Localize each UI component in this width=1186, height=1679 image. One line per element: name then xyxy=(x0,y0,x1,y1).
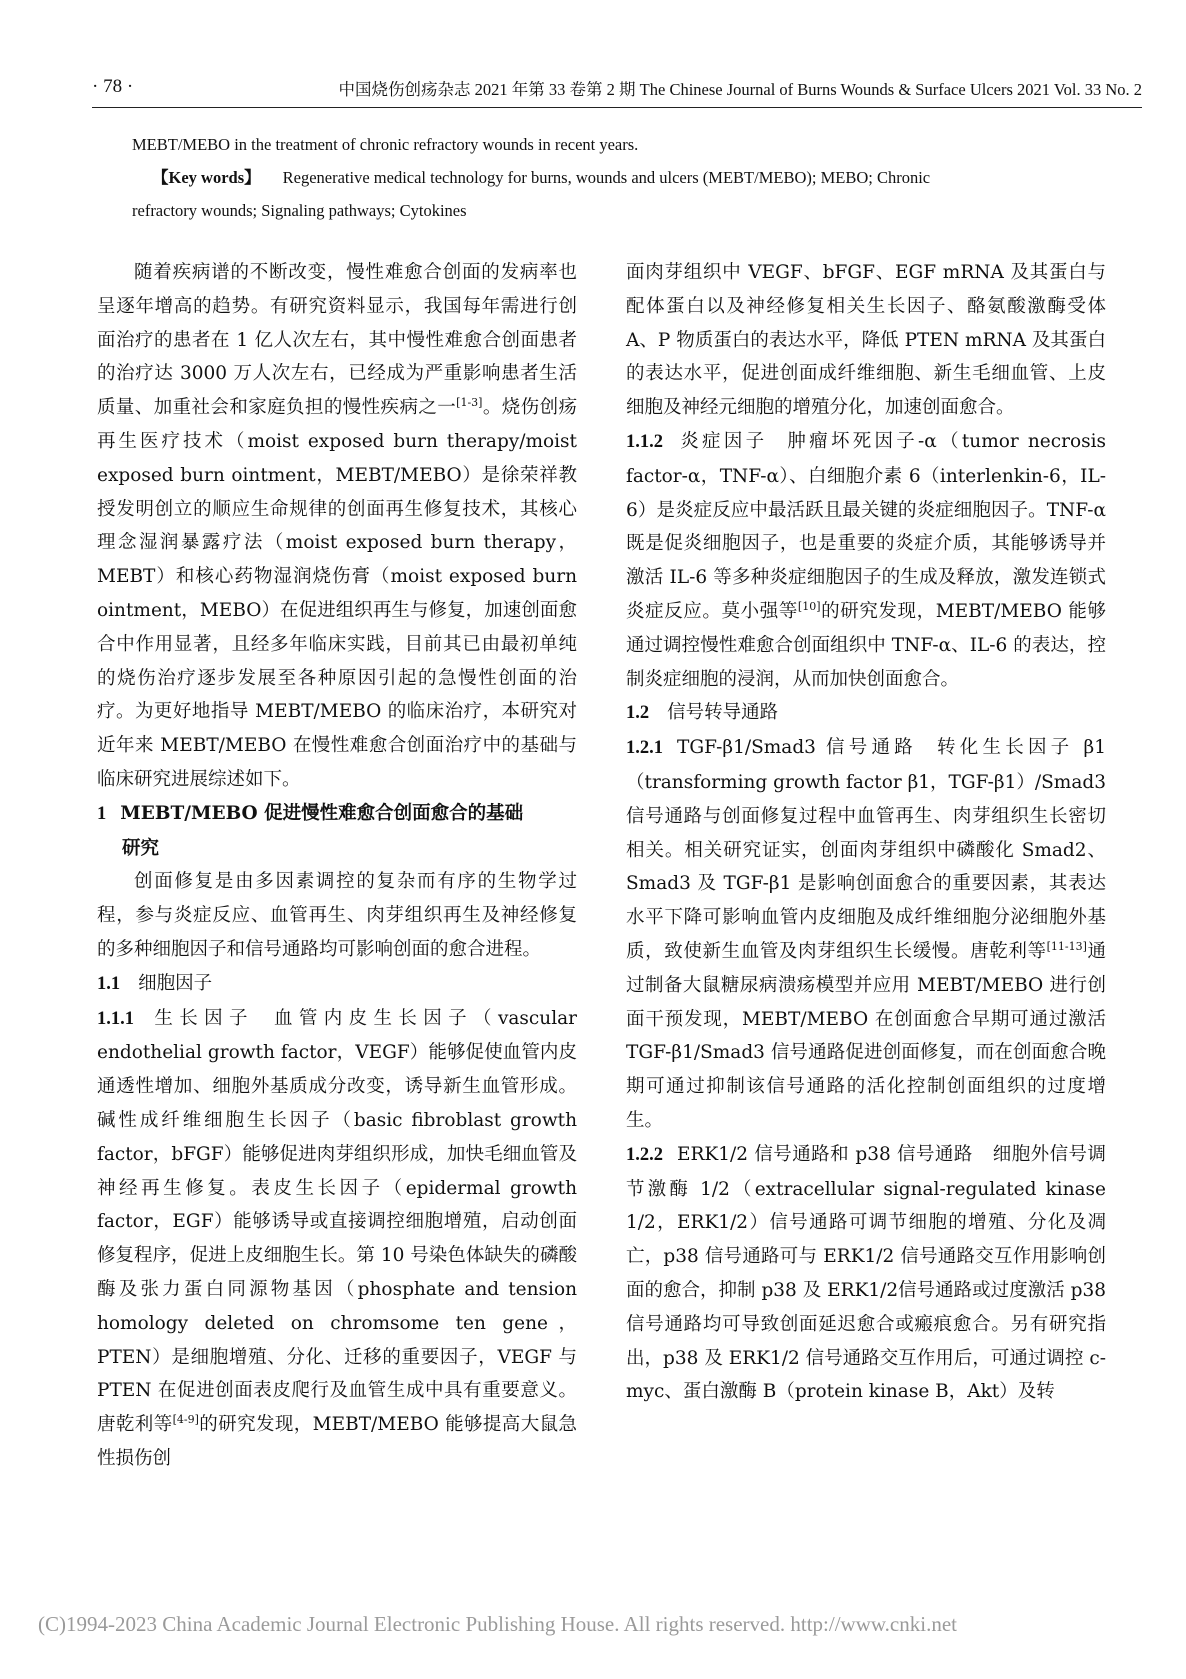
abstract-tail xyxy=(132,128,1142,227)
keywords-text: Regenerative medical technology for burns, wounds and ulcers (MEBT/MEBO); MEBO; Chronic xyxy=(282,168,931,187)
left-column xyxy=(97,256,577,1476)
intro-paragraph: 随着疾病谱的不断改变，慢性难愈合创面的发病率也呈逐年增高的趋势。有研究资料显示，我国每年需进行创面治疗的患者在 1 亿人次左右，其中慢性难愈合创面患者的治疗达 3000 万人次左右，已经成为严重影响患者生活质量、加重社会和家庭负担的慢性疾病之一[1-3]。烧伤创疡再生医疗技术（moist exposed burn therapy/moist exposed burn ointment，MEBT/MEBO）是徐荣祥教授发明创立的顺应生命规律的创面再生修复技术，其核心理念湿润暴露疗法（moist exposed burn therapy，MEBT）和核心药物湿润烧伤膏（moist exposed burn ointment，MEBO）在促进组织再生与修复，加速创面愈合中作用显著，且经多年临床实践，目前其已由最初单纯的烧伤治疗逐步发展至各种原因引起的急慢性创面的治疗。为更好地指导 MEBT/MEBO 的临床治疗，本研究对近年来 MEBT/MEBO 在慢性难愈合创面治疗中的基础与临床研究进展综述如下。 xyxy=(97,262,577,790)
keywords-cont: refractory wounds; Signaling pathways; Cytokines xyxy=(132,201,467,220)
section-1-1-1-paragraph: 1.1.1 生长因子 血管内皮生长因子（vascular endothelial growth factor，VEGF）能够促使血管内皮通透性增加、细胞外基质成分改变，诱导新生血管形成。碱性成纤维细胞生长因子（basic fibroblast growth factor，bFGF）能够促进肉芽组织形成，加快毛细血管及神经再生修复。表皮生长因子（epidermal growth factor，EGF）能够诱导或直接调控细胞增殖，启动创面修复程序，促进上皮细胞生长。第 10 号染色体缺失的磷酸酶及张力蛋白同源物基因（phosphate and tension homology deleted on chromsome ten gene，PTEN）是细胞增殖、分化、迁移的重要因子，VEGF 与 PTEN 在促进创面表皮爬行及血管生成中具有重要意义。唐乾利等[4-9]的研究发现，MEBT/MEBO 能够提高大鼠急性损伤创 xyxy=(97,1007,577,1469)
citation: [4-9] xyxy=(172,1412,199,1426)
section-1-2-heading: 1.2 信号转导通路 xyxy=(626,702,779,724)
copyright-footer: (C)1994-2023 China Academic Journal Electronic Publishing House. All rights reserved. http://www.cnki.net xyxy=(38,1612,957,1636)
page-number: · 78 · xyxy=(92,76,134,97)
journal-running-head: 中国烧伤创疡杂志 2021 年第 33 卷第 2 期 The Chinese Journal of Burns Wounds & Surface Ulcers 2021 Vol. 33 No. 2 xyxy=(338,80,1142,99)
section-1-heading: 1 MEBT/MEBO 促进慢性难愈合创面愈合的基础 研究 xyxy=(97,802,524,859)
section-1-paragraph: 创面修复是由多因素调控的复杂而有序的生物学过程，参与炎症反应、血管再生、肉芽组织再生及神经修复的多种细胞因子和信号通路均可影响创面的愈合进程。 xyxy=(97,871,577,960)
citation: [11-13] xyxy=(1046,939,1087,953)
section-1-1-heading: 1.1 细胞因子 xyxy=(97,972,213,994)
section-1-2-1-paragraph: 1.2.1 TGF-β1/Smad3 信号通路 转化生长因子 β1（transforming growth factor β1，TGF-β1）/Smad3 信号通路与创面修复过程中血管再生、肉芽组织生长密切相关。相关研究证实，创面肉芽组织中磷酸化 Smad2、Smad3 及 TGF-β1 是影响创面愈合的重要因素，其表达水平下降可影响血管内皮细胞及成纤维细胞分泌细胞外基质，致使新生血管及肉芽组织生长缓慢。唐乾利等[11-13]通过制备大鼠糖尿病溃疡模型并应用 MEBT/MEBO 进行创面干预发现，MEBT/MEBO 在创面愈合早期可通过激活 TGF-β1/Smad3 信号通路促进创面修复，而在创面愈合晚期可通过抑制该信号通路的活化控制创面组织的过度增生。 xyxy=(626,737,1106,1131)
right-column xyxy=(626,256,1106,1409)
header-rule xyxy=(92,107,1142,108)
abstract-last-line: MEBT/MEBO in the treatment of chronic refractory wounds in recent years. xyxy=(132,135,639,154)
citation: [10] xyxy=(797,599,821,613)
running-header xyxy=(92,76,1142,104)
section-1-2-2-paragraph: 1.2.2 ERK1/2 信号通路和 p38 信号通路 细胞外信号调节激酶 1/2（extracellular signal-regulated kinase 1/2，ERK1/2）信号通路可调节细胞的增殖、分化及凋亡，p38 信号通路可与 ERK1/2 信号通路交互作用影响创面的愈合，抑制 p38 及 ERK1/2信号通路或过度激活 p38 信号通路均可导致创面延迟愈合或瘢痕愈合。另有研究指出，p38 及 ERK1/2 信号通路交互作用后，可通过调控 c-myc、蛋白激酶 B（protein kinase B，Akt）及转 xyxy=(626,1143,1106,1403)
citation: [1-3] xyxy=(456,396,483,410)
keywords xyxy=(132,161,1142,194)
keywords-label: 【Key words】 xyxy=(152,168,261,187)
section-1-1-2-paragraph: 1.1.2 炎症因子 肿瘤坏死因子-α（tumor necrosis factor-α，TNF-α）、白细胞介素 6（interlenkin-6，IL-6）是炎症反应中最活跃且最关键的炎症细胞因子。TNF-α 既是促炎细胞因子，也是重要的炎症介质，其能够诱导并激活 IL-6 等多种炎症细胞因子的生成及释放，激发连锁式炎症反应。莫小强等[10]的研究发现，MEBT/MEBO 能够通过调控慢性难愈合创面组织中 TNF-α、IL-6 的表达，控制炎症细胞的浸润，从而加快创面愈合。 xyxy=(626,430,1106,690)
continued-paragraph: 面肉芽组织中 VEGF、bFGF、EGF mRNA 及其蛋白与配体蛋白以及神经修复相关生长因子、酪氨酸激酶受体 A、P 物质蛋白的表达水平，降低 PTEN mRNA 及其蛋白的表达水平，促进创面成纤维细胞、新生毛细血管、上皮细胞及神经元细胞的增殖分化，加速创面愈合。 xyxy=(626,262,1106,419)
